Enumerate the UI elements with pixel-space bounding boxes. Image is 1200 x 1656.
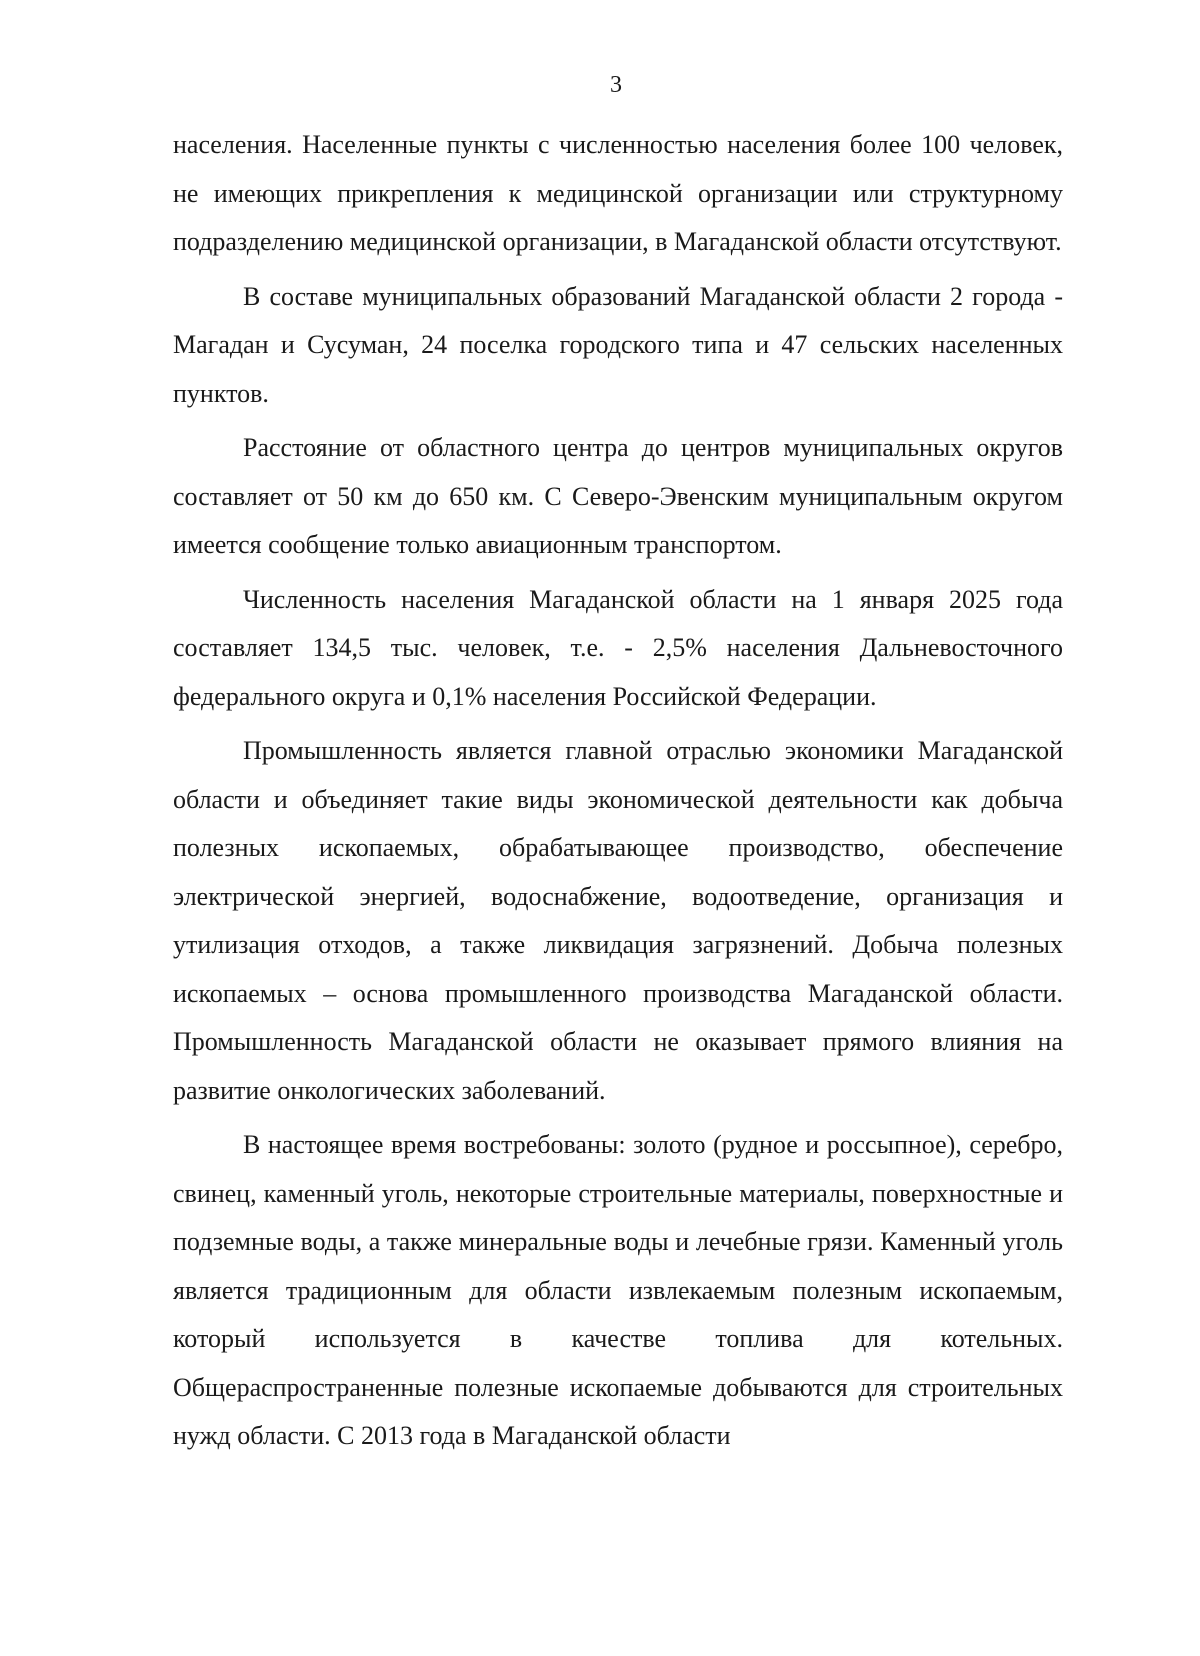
page-number: 3 — [610, 72, 622, 98]
document-body — [173, 121, 1063, 1467]
paragraph-municipal-composition: В составе муниципальных образований Магаданской области 2 города - Магадан и Сусуман, 24 поселка городского типа и 47 сельских населенных пунктов. — [173, 281, 1063, 408]
paragraph-industry: Промышленность является главной отраслью экономики Магаданской области и объединяет такие виды экономической деятельности как добыча полезных ископаемых, обрабатывающее производство, обеспечение электрической энергией, водоснабжение, водоотведение, организация и утилизация отходов, а также ликвидация загрязнений. Добыча полезных ископаемых – основа промышленного производства Магаданской области. Промышленность Магаданской области не оказывает прямого влияния на развитие онкологических заболеваний. — [173, 736, 1063, 1105]
paragraph-population-continued: населения. Населенные пункты с численностью населения более 100 человек, не имеющих прикрепления к медицинской организации или структурному подразделению медицинской организации, в Магаданской области отсутствуют. — [173, 130, 1063, 256]
paragraph-population-size: Численность населения Магаданской области на 1 января 2025 года составляет 134,5 тыс. человек, т.е. - 2,5% населения Дальневосточного федерального округа и 0,1% населения Российской Федерации. — [173, 584, 1063, 711]
paragraph-minerals: В настоящее время востребованы: золото (рудное и россыпное), серебро, свинец, каменный уголь, некоторые строительные материалы, поверхностные и подземные воды, а также минеральные воды и лечебные грязи. Каменный уголь является традиционным для области извлекаемым полезным ископаемым, который используется в качестве топлива для котельных. Общераспространенные полезные ископаемые добываются для строительных нужд области. С 2013 года в Магаданской области — [173, 1130, 1063, 1450]
paragraph-distances: Расстояние от областного центра до центров муниципальных округов составляет от 50 км до 650 км. С Северо-Эвенским муниципальным округом имеется сообщение только авиационным транспортом. — [173, 433, 1063, 559]
